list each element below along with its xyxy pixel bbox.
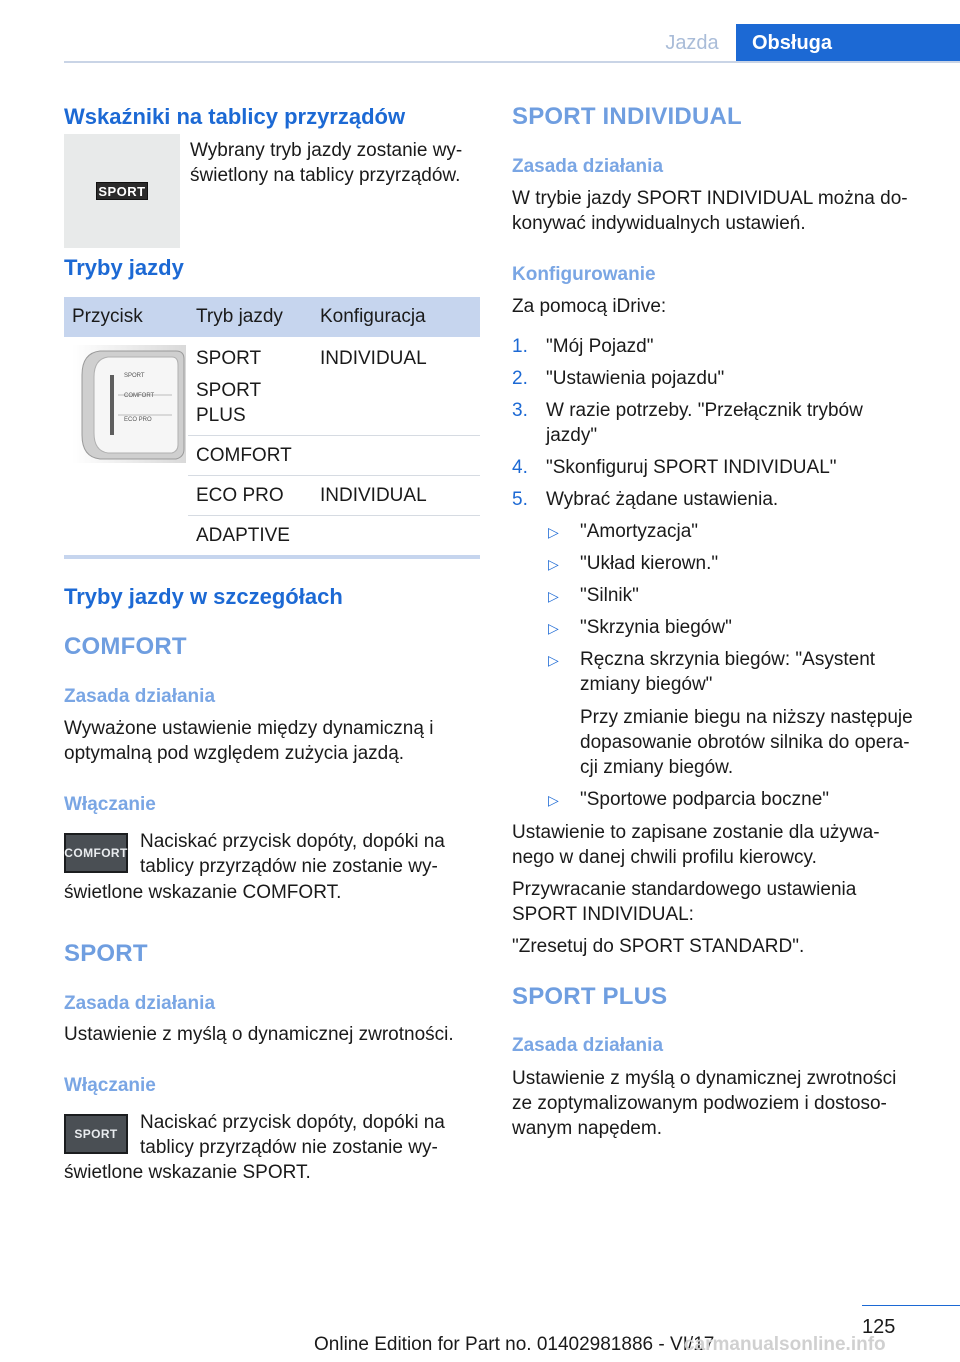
step-text: "Skonfiguruj SPORT INDIVIDUAL" <box>546 457 837 478</box>
row1-mode-3: PLUS <box>196 405 246 426</box>
row1-config: INDIVIDUAL <box>320 348 427 369</box>
step-text: "Ustawienia pojazdu" <box>546 368 725 389</box>
sport-button-image: SPORT <box>64 1114 128 1154</box>
btn-label-sport: SPORT <box>124 373 145 379</box>
edition-text: Online Edition for Part no. 01402981886 - VI/17 <box>314 1334 715 1355</box>
sport-switch-1: Naciskać przycisk dopóty, dopóki na <box>140 1112 445 1133</box>
bullet-triangle-icon: ▷ <box>548 792 559 808</box>
step-text: Wybrać żądane ustawienia. <box>546 489 779 510</box>
idrive-text: Za pomocą iDrive: <box>512 296 667 317</box>
sport-indicator-label: SPORT <box>96 182 148 200</box>
restore-text-2: SPORT INDIVIDUAL: <box>512 904 694 925</box>
drive-mode-buttons-image <box>72 345 186 463</box>
table-row-divider <box>188 515 480 516</box>
plus-principle-2: ze zoptymalizowanym podwoziem i dostoso- <box>512 1093 887 1114</box>
restore-text-1: Przywracanie standardowego ustawienia <box>512 879 857 900</box>
sport-plus-heading: SPORT PLUS <box>512 983 668 1010</box>
comfort-switch-2: tablicy przyrządów nie zostanie wy- <box>140 856 438 877</box>
comfort-principle-2: optymalną pod względem zużycia jazdą. <box>64 743 405 764</box>
bullet-text: "Sportowe podparcia boczne" <box>580 789 830 810</box>
bullet-note: Przy zmianie biegu na niższy następuje <box>580 707 913 728</box>
bullet-text: "Silnik" <box>580 585 639 606</box>
row3-config: INDIVIDUAL <box>320 485 427 506</box>
bullet-triangle-icon: ▷ <box>548 620 559 636</box>
comfort-switch-3: świetlone wskazanie COMFORT. <box>64 882 342 903</box>
indicator-image <box>64 134 180 248</box>
indicators-text-2: świetlony na tablicy przyrządów. <box>190 165 461 186</box>
th-config: Konfiguracja <box>320 306 426 327</box>
individual-principle-2: konywać indywidualnych ustawień. <box>512 213 806 234</box>
individual-principle-1: W trybie jazdy SPORT INDIVIDUAL można do- <box>512 188 908 209</box>
sport-heading: SPORT <box>64 940 148 967</box>
footer-rule <box>862 1305 960 1306</box>
tab-obsluga[interactable]: Obsługa <box>736 24 960 62</box>
details-heading: Tryby jazdy w szczegółach <box>64 584 343 609</box>
sport-individual-heading: SPORT INDIVIDUAL <box>512 103 742 130</box>
indicators-heading: Wskaźniki na tablicy przyrządów <box>64 104 406 129</box>
step-number: 3. <box>512 400 528 421</box>
sport-switch-2: tablicy przyrządów nie zostanie wy- <box>140 1137 438 1158</box>
restore-text-3: "Zresetuj do SPORT STANDARD". <box>512 936 805 957</box>
step-text: W razie potrzeby. "Przełącznik trybów <box>546 400 863 421</box>
saved-text-1: Ustawienie to zapisane zostanie dla używa- <box>512 822 880 843</box>
plus-principle-heading: Zasada działania <box>512 1035 664 1056</box>
bullet-triangle-icon: ▷ <box>548 588 559 604</box>
tab-jazda[interactable]: Jazda <box>665 31 719 54</box>
comfort-principle-heading: Zasada działania <box>64 686 216 707</box>
btn-label-ecopro: ECO PRO <box>124 417 152 423</box>
individual-principle-heading: Zasada działania <box>512 156 664 177</box>
step-number: 2. <box>512 368 528 389</box>
btn-label-comfort: COMFORT <box>124 393 155 399</box>
bullet-note: dopasowanie obrotów silnika do opera- <box>580 732 910 753</box>
bullet-triangle-icon: ▷ <box>548 556 559 572</box>
th-mode: Tryb jazdy <box>196 306 283 327</box>
row2-mode: COMFORT <box>196 445 292 466</box>
watermark: carmanualsonline.info <box>684 1334 886 1355</box>
step-text: "Mój Pojazd" <box>546 336 654 357</box>
comfort-switch-heading: Włączanie <box>64 794 156 815</box>
comfort-heading: COMFORT <box>64 633 187 660</box>
plus-principle-1: Ustawienie z myślą o dynamicznej zwrotności <box>512 1068 897 1089</box>
page-number: 125 <box>862 1316 896 1338</box>
comfort-switch-1: Naciskać przycisk dopóty, dopóki na <box>140 831 445 852</box>
row3-mode: ECO PRO <box>196 485 284 506</box>
th-button: Przycisk <box>72 306 143 327</box>
modes-heading: Tryby jazdy <box>64 255 184 280</box>
row1-mode-1: SPORT <box>196 348 262 369</box>
sport-switch-3: świetlone wskazanie SPORT. <box>64 1162 311 1183</box>
modes-table-header <box>64 297 480 337</box>
bullet-text: "Amortyzacja" <box>580 521 699 542</box>
bullet-triangle-icon: ▷ <box>548 524 559 540</box>
row1-mode-2: SPORT <box>196 380 262 401</box>
step-number: 5. <box>512 489 528 510</box>
bullet-triangle-icon: ▷ <box>548 652 559 668</box>
bullet-text: "Układ kierown." <box>580 553 719 574</box>
sport-principle-heading: Zasada działania <box>64 993 216 1014</box>
comfort-principle-1: Wyważone ustawienie między dynamiczną i <box>64 718 434 739</box>
bullet-note: cji zmiany biegów. <box>580 757 734 778</box>
table-row-divider <box>188 475 480 476</box>
sport-principle-1: Ustawienie z myślą o dynamicznej zwrotności. <box>64 1024 454 1045</box>
sport-switch-heading: Włączanie <box>64 1075 156 1096</box>
configuration-heading: Konfigurowanie <box>512 264 656 285</box>
row4-mode: ADAPTIVE <box>196 525 290 546</box>
step-number: 4. <box>512 457 528 478</box>
plus-principle-3: wanym napędem. <box>512 1118 662 1139</box>
comfort-button-image: COMFORT <box>64 833 128 873</box>
table-row-divider <box>188 435 480 436</box>
header-divider <box>64 61 960 63</box>
table-bottom-rule <box>64 555 480 559</box>
bullet-text: "Skrzynia biegów" <box>580 617 732 638</box>
saved-text-2: nego w danej chwili profilu kierowcy. <box>512 847 817 868</box>
step-number: 1. <box>512 336 528 357</box>
indicators-text-1: Wybrany tryb jazdy zostanie wy- <box>190 140 463 161</box>
bullet-text-cont: zmiany biegów" <box>580 674 713 695</box>
bullet-text: Ręczna skrzynia biegów: "Asystent <box>580 649 876 670</box>
drive-mode-switch-icon <box>72 345 186 463</box>
step-text-cont: jazdy" <box>546 425 598 446</box>
